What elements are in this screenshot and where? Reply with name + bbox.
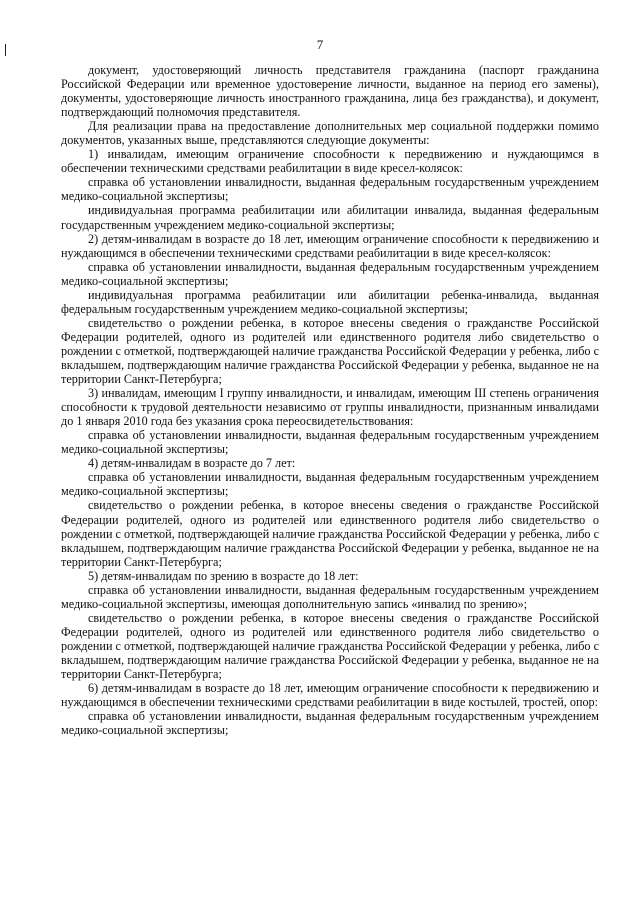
paragraph: 2) детям-инвалидам в возрасте до 18 лет, имеющим ограничение способности к передвижению и нуждающимся в обеспечении техническими средствами реабилитации в виде кресел-колясок: (61, 231, 599, 260)
paragraph: Для реализации права на предоставление дополнительных мер социальной поддержки помимо документов, указанных выше, представляются следующие документы: (61, 119, 599, 148)
paragraph: справка об установлении инвалидности, выданная федеральным государственным учреждением медико-социальной экспертизы; (61, 175, 599, 204)
paragraph: индивидуальная программа реабилитации или абилитации ребенка-инвалида, выданная федеральным государственным учреждением медико-социальной экспертизы; (61, 287, 599, 316)
paragraph: 1) инвалидам, имеющим ограничение способности к передвижению и нуждающимся в обеспечении техническими средствами реабилитации в виде кресел-колясок: (61, 147, 599, 176)
paragraph: документ, удостоверяющий личность представителя гражданина (паспорт гражданина Российской Федерации или временное удостоверение личности, выданное на период его замены), документы, удостоверяющие личность иностранного гражданина, лица без гражданства), и документ, подтверждающий полномочия представителя. (61, 63, 599, 120)
paragraph: справка об установлении инвалидности, выданная федеральным государственным учреждением медико-социальной экспертизы; (61, 259, 599, 288)
paragraph: свидетельство о рождении ребенка, в которое внесены сведения о гражданстве Российской Федерации родителей, одного из родителей или единственного родителя либо свидетельство о рождении с отметкой, подтверждающей наличие гражданства Российской Федерации у ребенка, либо с вкладышем, подтверждающим наличие гражданства Российской Федерации у ребенка, выданное не на территории Санкт-Петербурга; (61, 610, 599, 682)
paragraph: 6) детям-инвалидам в возрасте до 18 лет, имеющим ограничение способности к передвижению и нуждающимся в обеспечении техническими средствами реабилитации в виде костылей, тростей, опор: (61, 681, 599, 710)
paragraph: справка об установлении инвалидности, выданная федеральным государственным учреждением медико-социальной экспертизы; (61, 470, 599, 499)
paragraph: свидетельство о рождении ребенка, в которое внесены сведения о гражданстве Российской Федерации родителей, одного из родителей или единственного родителя либо свидетельство о рождении с отметкой, подтверждающей наличие гражданства Российской Федерации у ребенка, либо с вкладышем, подтверждающим наличие гражданства Российской Федерации у ребенка, выданное не на территории Санкт-Петербурга; (61, 315, 599, 387)
paragraph: справка об установлении инвалидности, выданная федеральным государственным учреждением медико-социальной экспертизы; (61, 709, 599, 738)
page-number: 7 (316, 37, 324, 52)
paragraph: 4) детям-инвалидам в возрасте до 7 лет: (88, 456, 296, 471)
paragraph: 3) инвалидам, имеющим I группу инвалидности, и инвалидам, имеющим III степень ограничения способности к трудовой деятельности независимо от группы инвалидности, признанным инвалидами до 1 января 2010 года без указания срока переосвидетельствования: (61, 386, 599, 429)
paragraph: справка об установлении инвалидности, выданная федеральным государственным учреждением медико-социальной экспертизы; (61, 428, 599, 457)
document-body (61, 63, 599, 737)
paragraph: справка об установлении инвалидности, выданная федеральным государственным учреждением медико-социальной экспертизы, имеющая дополнительную запись «инвалид по зрению»; (61, 582, 599, 611)
paragraph: 5) детям-инвалидам по зрению в возрасте до 18 лет: (88, 568, 359, 583)
paragraph: свидетельство о рождении ребенка, в которое внесены сведения о гражданстве Российской Федерации родителей, одного из родителей или единственного родителя либо свидетельство о рождении с отметкой, подтверждающей наличие гражданства Российской Федерации у ребенка, либо с вкладышем, подтверждающим наличие гражданства Российской Федерации у ребенка, выданное не на территории Санкт-Петербурга; (61, 498, 599, 569)
paragraph: индивидуальная программа реабилитации или абилитации инвалида, выданная федеральным государственным учреждением медико-социальной экспертизы; (61, 203, 599, 232)
